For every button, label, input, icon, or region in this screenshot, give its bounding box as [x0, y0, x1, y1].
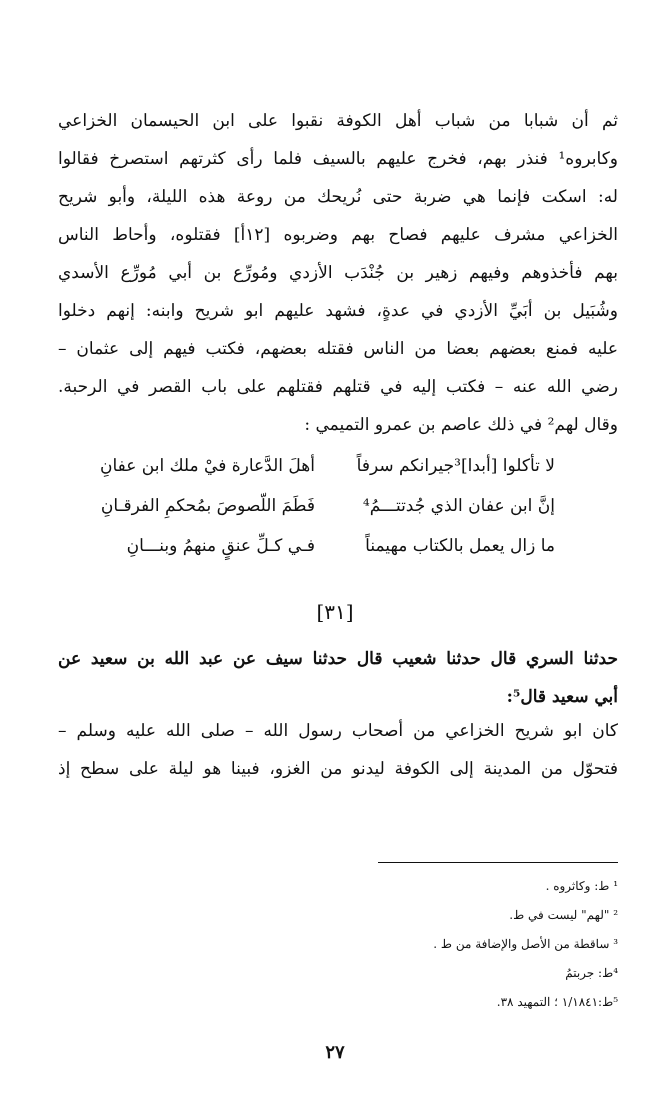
paragraph-line: عليه فمنع بعضهم بعضا من الناس فقتله بعضهم، فكتب فيهم إلى عثمان – [58, 339, 618, 359]
verse-first-hemistich: إنَّ ابن عفان الذي جُدتتـــمُ⁴ [362, 496, 555, 516]
isnad-line: أبي سعيد قال⁵: [506, 687, 618, 707]
poem-verse [0, 527, 670, 565]
second-paragraph [58, 712, 618, 788]
paragraph-line: بهم فأخذوهم وفيهم زهير بن جُنْدَب الأزدي ومُورِّع بن أبي مُورِّع الأسدي [58, 263, 618, 283]
section-number: [٣١] [316, 600, 354, 624]
verse-second-hemistich: فَطَمَ اللّصوصَ بمُحكمِ الفرقـانِ [100, 496, 315, 516]
main-paragraph [58, 102, 618, 444]
poem-verse [0, 447, 670, 485]
verse-second-hemistich: فـي كـلِّ عنقٍ منهمُ وبنـــانِ [126, 536, 315, 556]
isnad-line: حدثنا السري قال حدثنا شعيب قال حدثنا سيف عن عبد الله بن سعيد عن [58, 649, 618, 669]
verse-second-hemistich: أهلَ الدَّعارة فيْ ملك ابن عفانِ [99, 456, 315, 476]
footnote: ¹ ط: وكاثروه . [545, 879, 618, 893]
footnote: ⁵ط:١/١٨٤١ ؛ التمهيد ٣٨. [496, 995, 618, 1009]
footnote-divider [378, 862, 618, 863]
footnotes [300, 872, 618, 1017]
footnote: ⁴ط: جربتمُ [565, 966, 618, 980]
footnote: ² "لهم" ليست في ط. [509, 908, 618, 922]
paragraph-line: رضي الله عنه – فكتب إليه في قتلهم فقتلهم على باب القصر في الرحبة. [58, 377, 618, 397]
paragraph-line: له: اسكت فإنما هي ضربة حتى نُريحك من روعة هذه الليلة، وأبو شريح [58, 187, 618, 207]
footnote: ³ ساقطة من الأصل والإضافة من ط . [433, 937, 618, 951]
verse-first-hemistich: لا تأكلوا [أبدا]³جيرانكم سرفاً [356, 456, 555, 476]
paragraph-line: وشُبَيل بن أبَيِّ الأزدي في عدةٍ، فشهد عليهم ابو شريح وابنه: إنهم دخلوا [58, 301, 618, 321]
poem-verse [0, 487, 670, 525]
verse-first-hemistich: ما زال يعمل بالكتاب مهيمناً [365, 536, 555, 556]
paragraph-line: ثم أن شبابا من شباب أهل الكوفة نقبوا على ابن الحيسمان الخزاعي [58, 111, 618, 131]
page-number: ٢٧ [325, 1042, 345, 1063]
paragraph-line: كان ابو شريح الخزاعي من أصحاب رسول الله – صلى الله عليه وسلم – [58, 721, 618, 741]
paragraph-line: فتحوّل من المدينة إلى الكوفة ليدنو من الغزو، فبينا هو ليلة على سطح إذ [58, 759, 618, 779]
paragraph-line: وكابروه¹ فنذر بهم، فخرج عليهم بالسيف فلما رأى كثرتهم استصرخ فقالوا [58, 149, 618, 169]
isnad-chain [58, 640, 618, 716]
paragraph-line: وقال لهم² في ذلك عاصم بن عمرو التميمي : [304, 415, 618, 435]
paragraph-line: الخزاعي مشرف عليهم فصاح بهم وضربوه [١٢أ] فقتلوه، وأحاط الناس [58, 225, 618, 245]
